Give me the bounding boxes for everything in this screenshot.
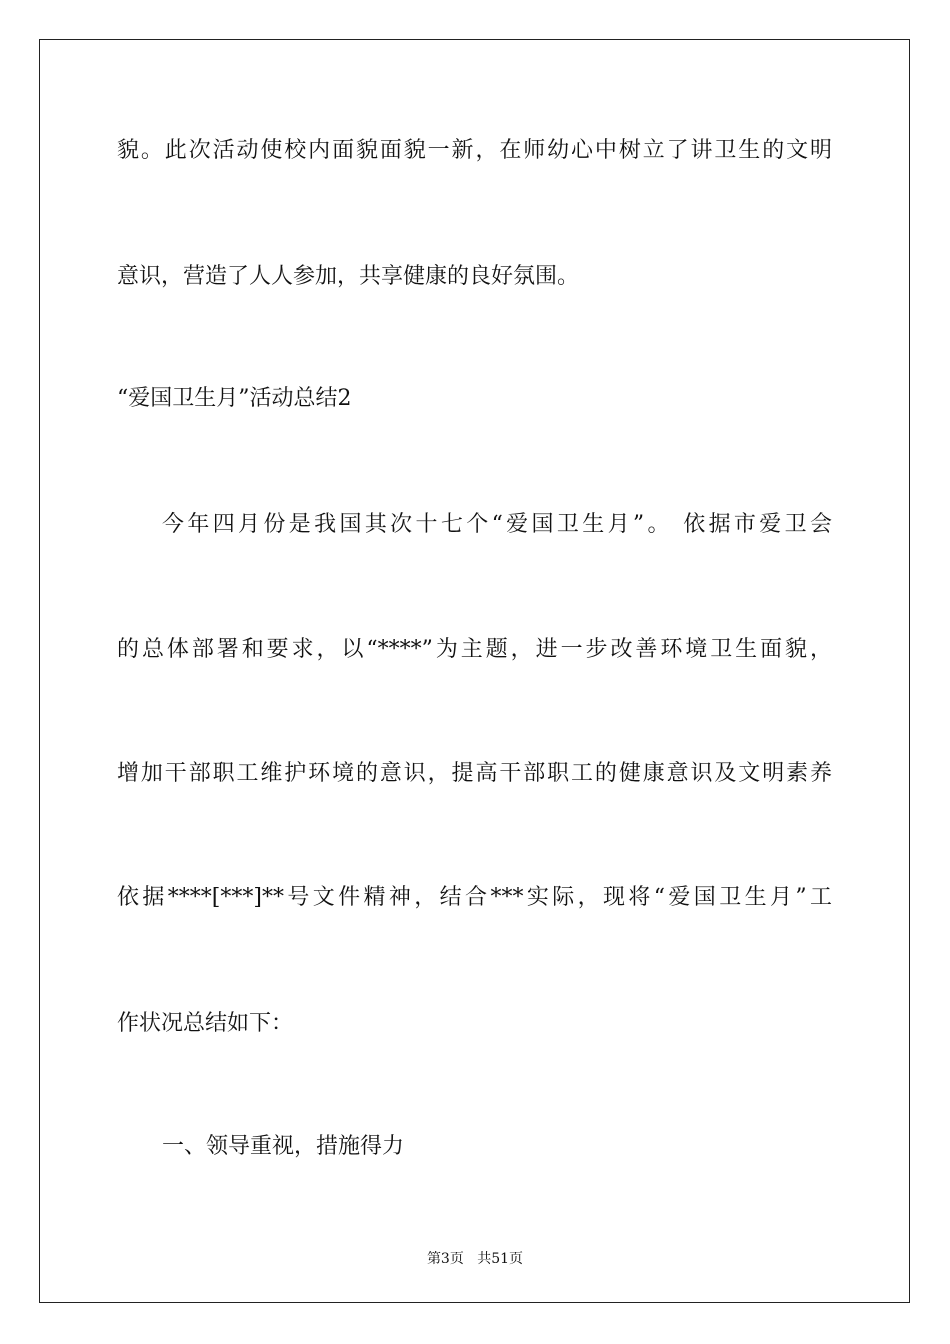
body-line-7: 作状况总结如下： <box>117 1011 294 1036</box>
page-frame <box>39 39 910 1303</box>
body-line-3: 今年四月份是我国其次十七个“爱国卫生月”。 依据市爱卫会 <box>162 512 832 537</box>
page-number: 第3页 <box>426 1251 464 1267</box>
body-line-5: 增加干部职工维护环境的意识，提高干部职工的健康意识及文明素养 <box>117 761 832 786</box>
subsection-heading: 一、领导重视，措施得力 <box>162 1134 405 1159</box>
body-line-4: 的总体部署和要求，以“****”为主题，进一步改善环境卫生面貌， <box>117 637 832 662</box>
body-line-2: 意识，营造了人人参加，共享健康的良好氛围。 <box>117 264 580 289</box>
section-heading: “爱国卫生月”活动总结2 <box>117 386 352 411</box>
page-total: 共51页 <box>477 1251 524 1267</box>
body-line-1: 貌。此次活动使校内面貌面貌一新，在师幼心中树立了讲卫生的文明 <box>117 138 832 163</box>
page-footer <box>0 1248 950 1268</box>
body-line-6: 依据****[***]**号文件精神，结合***实际，现将“爱国卫生月”工 <box>117 885 832 910</box>
